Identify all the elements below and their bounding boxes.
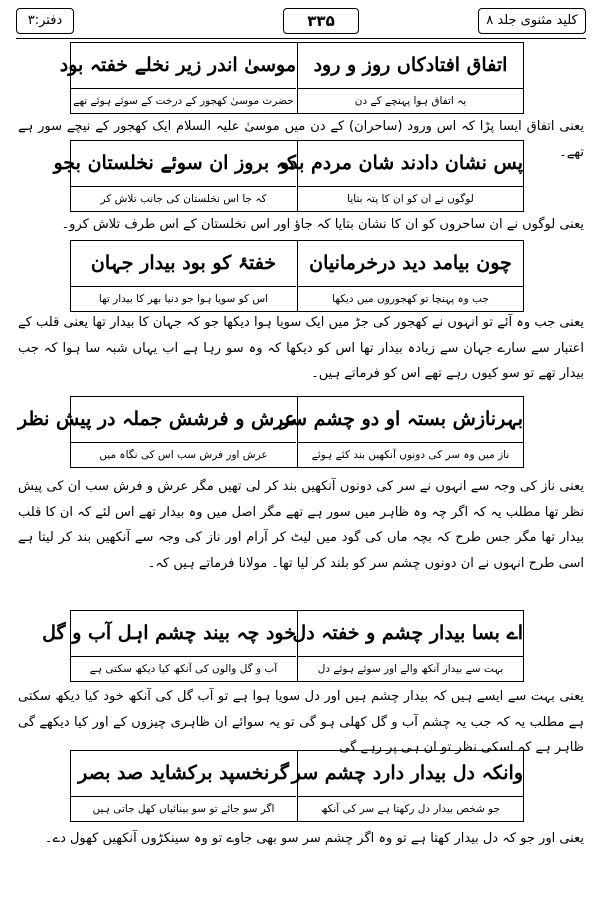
verse-line-left: کہ بروز ان سوئے نخلستان بجو — [53, 152, 296, 174]
verse-box-5 — [42, 610, 524, 682]
page-header — [16, 8, 586, 34]
verse-box-2 — [53, 140, 524, 212]
verse-line-right: چون بیامد دید درخرمانیان — [309, 252, 512, 274]
volume-label: دفتر:۳ — [16, 8, 74, 34]
translation-left: کہ جا اس نخلستان کی جانب تلاش کر — [71, 186, 296, 211]
explanation-paragraph-4: یعنی ناز کی وجہ سے انہوں نے سر کی دونوں آنکھیں بند کر لی تھیں مگر عرش و فرش سب ان کی پیش نظر تھا مطلب یہ کہ اگر چہ وہ ظاہر میں سور ہے تھے مگر اصل میں وہ بیدار تھے اس لئے کہ ان کا قلب بیدار تھا مگر جس طرح کہ بچہ ماں کی گود میں لیٹ کر آرام اور ناز کی وجہ سے آنکھیں بند کر لیتا ہے اسی طرح انہوں نے ان دونوں چشم سر کو بلند کر لیا تھا۔ مولانا فرماتے ہیں کہ۔ — [18, 479, 584, 571]
verse-right-half — [279, 141, 523, 211]
translation-left: آب و گل والوں کی آنکھ کیا دیکھ سکتی ہے — [71, 656, 296, 681]
verse-left-half — [18, 397, 296, 467]
verse-line-right: بہرنازش بستہ او دو چشم سر — [280, 408, 523, 430]
header-rule — [16, 38, 586, 39]
explanation-paragraph-6: یعنی اور جو کہ دل بیدار کھتا ہے تو وہ اگر چشم سر سو بھی جاوے تو وہ سینکڑوں آنکھیں کھول دے۔ — [44, 831, 584, 846]
page-number: ۳۳۵ — [283, 8, 359, 34]
verse-right-half — [291, 751, 523, 821]
verse-line-right: وانکہ دل بیدار دارد چشم سر — [291, 762, 523, 784]
verse-left-half — [53, 141, 296, 211]
translation-right: جب وہ پہنچا تو کھجوروں میں دیکھا — [298, 286, 523, 311]
verse-box-3 — [70, 240, 524, 312]
translation-left: اس کو سویا ہوا جو دنیا بھر کا بیدار تھا — [71, 286, 296, 311]
verse-left-half — [71, 241, 296, 311]
translation-left: عرش اور فرش سب اس کی نگاہ میں — [71, 442, 296, 467]
verse-line-left: گرنخسپد برکشاید صد بصر — [78, 762, 289, 784]
verse-line-right: اے بسا بیدار چشم و خفتہ دل — [292, 622, 523, 644]
verse-box-4 — [18, 396, 524, 468]
explanation-paragraph-1: یعنی اتفاق ایسا پڑا کہ اس ورود (ساحران) کے دن میں موسیٰ علیہ السلام ایک کھجور کے نیچے سور ہے تھے۔ — [18, 119, 584, 160]
translation-left: اگر سو جائے تو سو بینائیاں کھل جاتی ہیں — [71, 796, 296, 821]
translation-right: جو شخص بیدار دل رکھتا ہے سر کی آنکھ — [298, 796, 523, 821]
book-title: کلید مثنوی جلد ۸ — [478, 8, 586, 34]
verse-line-right: اتفاق افتادکاں روز و رود — [313, 54, 508, 76]
explanation-paragraph-3: یعنی جب وہ آئے تو انہوں نے کھجور کی جڑ میں ایک سویا ہوا دیکھا جو کہ جہان کا بیدار تھا یعنی قلب کے اعتبار سے سارے جہان سے زیادہ بیدار تھا اس کو دیکھا کہ وہ سو رہا ہے اب یہاں شبہ سا ہوا کہ جب بیدار تھے تو سو کیوں رہے تھے اس کو فرماتے ہیں۔ — [18, 315, 584, 381]
verse-box-6 — [70, 750, 524, 822]
translation-right: یہ اتفاق ہوا پہنچے کے دن — [298, 88, 523, 113]
verse-right-half — [297, 241, 523, 311]
explanation-paragraph-2: یعنی لوگوں نے ان ساحروں کو ان کا نشان بتایا کہ جاؤ اور اس نخلستان کے اس طرف تلاش کرو۔ — [61, 217, 584, 232]
translation-right: ناز میں وہ سر کی دونوں آنکھیں بند کئے ہوئے — [298, 442, 523, 467]
verse-line-right: پس نشان دادند شان مردم بدو — [279, 152, 523, 174]
verse-left-half — [59, 43, 296, 113]
verse-right-half — [280, 397, 523, 467]
translation-right: بہت سے بیدار آنکھ والے اور سوئے ہوئے دل — [298, 656, 523, 681]
translation-right: لوگوں نے ان کو ان کا پتہ بتایا — [298, 186, 523, 211]
translation-left: حضرت موسیٰ کھجور کے درخت کے سوئے ہوئے تھے — [71, 88, 296, 113]
verse-line-left: موسیٰ اندر زیر نخلے خفتہ بود — [59, 54, 296, 76]
verse-left-half — [42, 611, 296, 681]
verse-right-half — [292, 611, 523, 681]
verse-right-half — [297, 43, 523, 113]
verse-line-left: عرش و فرشش جملہ در پیش نظر — [18, 408, 296, 430]
verse-left-half — [71, 751, 296, 821]
verse-box-1 — [59, 42, 524, 114]
verse-line-left: خفتۂ کو بود بیدار جہان — [90, 252, 277, 274]
explanation-paragraph-5: یعنی بہت سے ایسے ہیں کہ بیدار چشم ہیں اور دل سویا ہوا ہے تو آب گل کی آنکھ خود کیا دیکھ سکتی ہے مطلب یہ کہ جب یہ چشم آب و گل کھلی ہو گی تو یہ سوائے ان ظاہری چیزوں کے اور کیا دیکھے گی ظاہر ہے کہ اسکی نظر تو ان ہی پر رہے گی۔ — [18, 689, 584, 755]
verse-line-left: خود چہ بیند چشم اہل آب و گل — [42, 622, 296, 644]
